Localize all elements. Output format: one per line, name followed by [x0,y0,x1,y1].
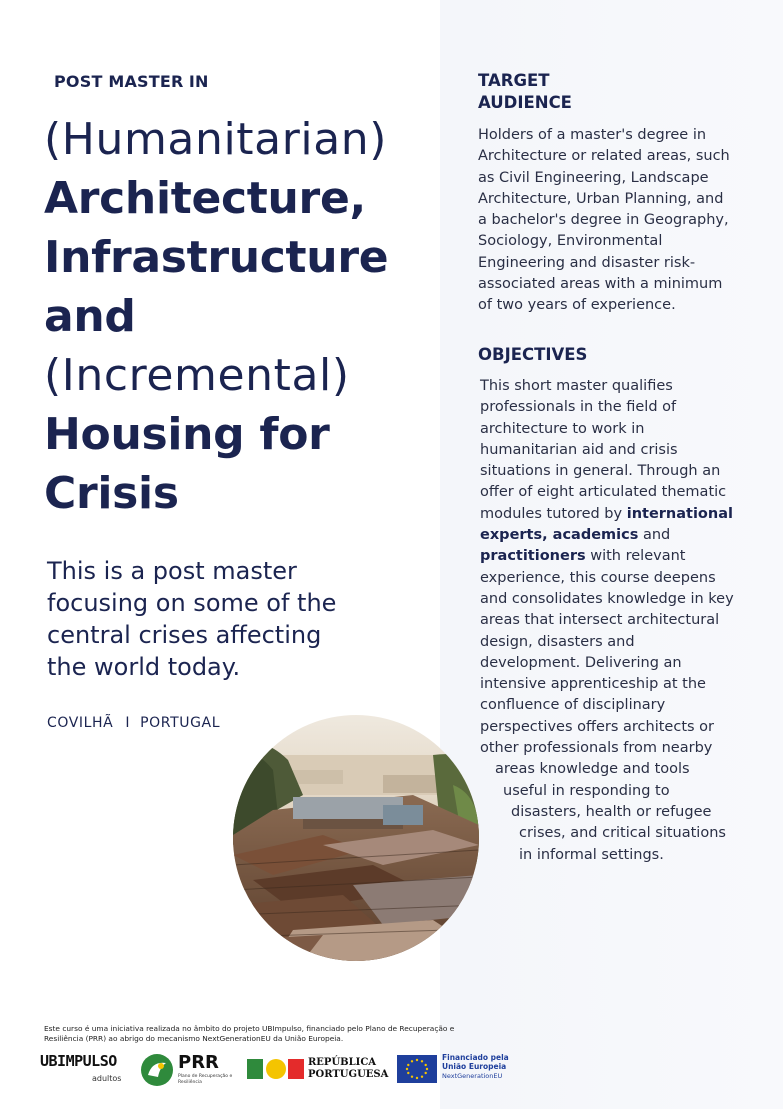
settlement-photo-art [233,715,479,961]
obj-line: areas that intersect architectural [480,612,720,629]
ubimpulso-logo [40,1052,126,1090]
target-line: a bachelor's degree in Geography, [478,212,729,229]
location-country: PORTUGAL [140,715,221,731]
obj-line: development. Delivering an [480,654,682,671]
pt-red-block [288,1059,304,1079]
objectives-text [480,376,734,866]
eyebrow-in: IN [188,72,209,91]
obj-line: crises, and critical situations [519,825,726,842]
obj-emphasis: practitioners [480,548,586,565]
prr-wordmark: PRR [178,1052,219,1073]
obj-line [480,546,734,567]
eu-flag-icon [397,1055,437,1083]
obj-emphasis: international [626,505,733,522]
obj-emphasis: experts, academics [480,527,639,544]
obj-line: experience, this course deepens [480,569,716,586]
target-line: Engineering and disaster risk- [478,254,696,271]
lead-line: focusing on some of the [47,589,337,617]
title-line: Architecture, [44,173,366,224]
target-audience-text [478,125,768,317]
location [47,715,220,731]
target-title-line: AUDIENCE [478,93,572,112]
funding-logos [40,1050,520,1090]
obj-text: and [638,527,671,544]
prr-sub: Plano de Recuperação e Resiliência [178,1074,233,1085]
target-title-line: TARGET [478,71,550,90]
target-line: associated areas with a minimum [478,276,723,293]
eyebrow-bold: POST MASTER [54,72,184,91]
obj-line: offer of eight articulated thematic [480,484,727,501]
target-line: Architecture, Urban Planning, and [478,190,724,207]
obj-line: confluence of disciplinary [480,697,666,714]
pt-yellow-circle [266,1059,286,1079]
obj-line: disasters, health or refugee [511,803,712,820]
target-line: Sociology, Environmental [478,233,663,250]
rp-line1: REPÚBLICA [308,1057,377,1068]
eu-line1: Financiado pela [442,1053,509,1062]
lead-line: the world today. [47,653,241,681]
eu-line2: União Europeia [442,1062,507,1071]
target-line: of two years of experience. [478,297,676,314]
obj-text: with relevant [585,548,686,565]
obj-line: intensive apprenticeship at the [480,676,706,693]
ubimpulso-sub: adultos [92,1074,122,1083]
objectives-title: OBJECTIVES [478,345,588,364]
title-line: Infrastructure [44,232,389,283]
settlement-photo [233,715,479,961]
obj-line: situations in general. Through an [480,463,721,480]
target-line: Holders of a master's degree in [478,127,707,143]
eu-funding-logo [397,1053,517,1087]
obj-line: other professionals from nearby [480,740,713,757]
republica-portuguesa-logo [247,1056,387,1084]
obj-line: and consolidates knowledge in key [480,590,734,607]
title-line: Crisis [44,468,179,519]
lead-paragraph [47,555,397,683]
target-line: Architecture or related areas, such [478,148,730,165]
obj-line: areas knowledge and tools [495,761,690,778]
rp-line2: PORTUGUESA [308,1069,389,1080]
title-line: and [44,291,136,342]
page-title [44,110,444,523]
eu-line3: NextGenerationEU [442,1072,503,1080]
obj-line: useful in responding to [503,782,670,799]
lead-line: This is a post master [47,557,297,585]
prr-icon [140,1053,174,1087]
obj-line: professionals in the field of [480,399,677,416]
location-city: COVILHÃ [47,715,114,731]
title-line: (Humanitarian) [44,114,388,165]
obj-line [480,504,734,525]
funding-note: Este curso é uma iniciativa realizada no âmbito do projeto UBImpulso, financiado pelo Plano de Recuperação e Resiliência (PRR) ao abrigo do mecanismo NextGenerationEU da União Europeia. [44,1024,455,1043]
lead-line: central crises affecting [47,621,322,649]
obj-line: humanitarian aid and crisis [480,441,678,458]
obj-line: This short master qualifies [480,378,673,394]
obj-line: architecture to work in [480,420,645,437]
obj-line [480,525,734,546]
target-line: as Civil Engineering, Landscape [478,169,709,186]
prr-logo [140,1050,250,1090]
ubimpulso-wordmark: UBIMPULSO [40,1052,117,1070]
obj-line: in informal settings. [519,846,664,863]
location-separator: I [125,715,131,731]
obj-line: design, disasters and [480,633,635,650]
title-line: Housing for [44,409,330,460]
obj-line: perspectives offers architects or [480,718,715,735]
pt-green-block [247,1059,263,1079]
title-line: (Incremental) [44,350,350,401]
eyebrow [54,72,209,91]
obj-text: modules tutored by [480,505,627,522]
target-audience-title [478,70,678,114]
